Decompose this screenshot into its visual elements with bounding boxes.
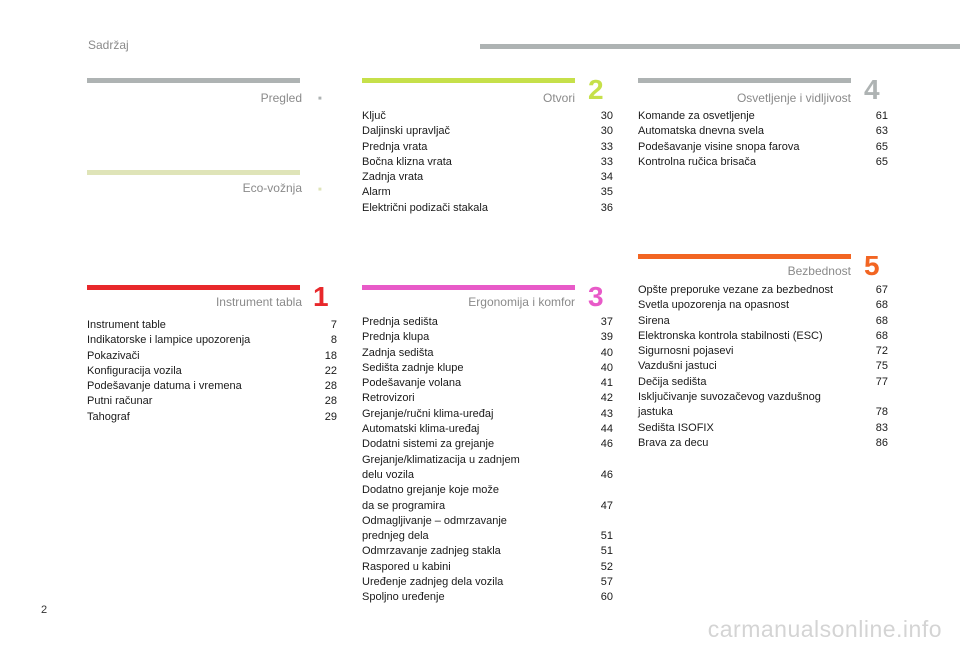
- bezbednost-toc-entry[interactable]: [638, 298, 888, 313]
- ergonomija-toc-entry[interactable]: [362, 575, 613, 590]
- toc-entry-label: Automatska dnevna svela: [638, 125, 764, 138]
- toc-entry-page: 41: [600, 377, 613, 390]
- bezbednost-toc-entry[interactable]: [638, 314, 888, 329]
- bezbednost-toc-entry[interactable]: [638, 390, 888, 421]
- ergonomija-number: 3: [588, 281, 604, 312]
- toc-entry-page: 46: [600, 468, 613, 481]
- instrument-toc-entry[interactable]: [87, 410, 337, 425]
- toc-entry-label: Dodatni sistemi za grejanje: [362, 438, 495, 451]
- page-header-title: Sadržaj: [88, 38, 129, 52]
- toc-entry-page: 68: [875, 314, 888, 327]
- toc-entry-label: Tahograf: [87, 410, 130, 423]
- osvetljenje-toc-entry[interactable]: [638, 109, 888, 124]
- toc-entry-page: 7: [330, 319, 337, 331]
- toc-entry-page: 44: [600, 423, 613, 436]
- toc-entry-page: 60: [600, 591, 613, 604]
- toc-entry-label: Sedišta zadnje klupe: [362, 361, 464, 374]
- ergonomija-toc-entry[interactable]: [362, 483, 613, 514]
- toc-entry-label: Opšte preporuke vezane za bezbednost: [638, 284, 834, 296]
- bezbednost-toc-entry[interactable]: [638, 359, 888, 374]
- toc-entry-page: 33: [600, 140, 613, 153]
- toc-entry-page: 65: [875, 140, 888, 153]
- toc-entry-label: Pokazivači: [87, 349, 140, 362]
- toc-entry-page: 77: [875, 375, 888, 388]
- ergonomija-toc-entry[interactable]: [362, 453, 613, 484]
- toc-entry-label: Grejanje/ručni klima-uređaj: [362, 407, 494, 420]
- instrument-toc: [87, 318, 337, 425]
- bezbednost-toc-entry[interactable]: [638, 375, 888, 390]
- eco-title[interactable]: Eco-vožnja: [242, 181, 302, 195]
- toc-entry-label: Svetla upozorenja na opasnost: [638, 299, 790, 312]
- bezbednost-toc: [638, 283, 888, 451]
- toc-entry-page: 52: [600, 560, 613, 573]
- toc-entry-label: Dečija sedišta: [638, 375, 707, 388]
- osvetljenje-number: 4: [864, 74, 880, 105]
- bezbednost-toc-entry[interactable]: [638, 421, 888, 436]
- toc-entry-label: Retrovizori: [362, 392, 415, 405]
- toc-entry-page: 78: [875, 406, 888, 419]
- ergonomija-toc-entry[interactable]: [362, 407, 613, 422]
- bezbednost-toc-entry[interactable]: [638, 436, 888, 451]
- toc-entry-page: 28: [324, 380, 337, 393]
- ergonomija-toc-entry[interactable]: [362, 514, 613, 545]
- toc-entry-label: Indikatorske i lampice upozorenja: [87, 334, 251, 347]
- toc-entry-page: 51: [600, 545, 613, 558]
- toc-entry-label: Vazdušni jastuci: [638, 360, 717, 373]
- ergonomija-toc-entry[interactable]: [362, 590, 613, 605]
- toc-entry-label: Prednja klupa: [362, 331, 430, 344]
- ergonomija-toc-entry[interactable]: [362, 346, 613, 361]
- toc-entry-label: Prednja vrata: [362, 140, 428, 153]
- toc-entry-label: Bočna klizna vrata: [362, 155, 452, 168]
- toc-entry-page: 30: [600, 110, 613, 122]
- otvori-toc-entry[interactable]: [362, 140, 613, 155]
- toc-entry-label: Odmagljivanje – odmrzavanje prednjeg dela: [362, 514, 507, 543]
- instrument-toc-entry[interactable]: [87, 349, 337, 364]
- ergonomija-toc-entry[interactable]: [362, 544, 613, 559]
- toc-entry-label: Sedišta ISOFIX: [638, 421, 714, 434]
- toc-entry-label: Prednja sedišta: [362, 316, 438, 328]
- toc-entry-label: Putni računar: [87, 395, 153, 408]
- toc-entry-label: Instrument table: [87, 319, 166, 331]
- toc-entry-page: 28: [324, 395, 337, 408]
- toc-entry-page: 68: [875, 329, 888, 342]
- toc-entry-label: Spoljno uređenje: [362, 591, 445, 604]
- osvetljenje-toc: [638, 109, 888, 170]
- toc-entry-label: Sigurnosni pojasevi: [638, 345, 734, 358]
- toc-entry-page: 37: [600, 316, 613, 328]
- toc-entry-label: Sirena: [638, 314, 670, 327]
- toc-entry-page: 51: [600, 530, 613, 543]
- otvori-bar: [362, 78, 575, 83]
- ergonomija-toc-entry[interactable]: [362, 422, 613, 437]
- toc-entry-label: Brava za decu: [638, 436, 709, 449]
- page-number: 2: [41, 604, 48, 616]
- otvori-toc: [362, 109, 613, 216]
- toc-entry-label: Raspored u kabini: [362, 560, 451, 573]
- ergonomija-toc-entry[interactable]: [362, 391, 613, 406]
- toc-entry-label: Podešavanje visine snopa farova: [638, 140, 800, 153]
- bezbednost-toc-entry[interactable]: [638, 344, 888, 359]
- ergonomija-toc-entry[interactable]: [362, 315, 613, 330]
- toc-entry-label: Podešavanje volana: [362, 377, 462, 390]
- ergonomija-toc-entry[interactable]: [362, 437, 613, 452]
- ergonomija-toc-entry[interactable]: [362, 376, 613, 391]
- otvori-title[interactable]: Otvori: [542, 91, 575, 105]
- ergonomija-title[interactable]: Ergonomija i komfor: [468, 295, 575, 309]
- toc-entry-page: 40: [600, 361, 613, 374]
- osvetljenje-toc-entry[interactable]: [638, 140, 888, 155]
- toc-entry-page: 42: [600, 392, 613, 405]
- instrument-toc-entry[interactable]: [87, 394, 337, 409]
- bezbednost-bar: [638, 254, 851, 259]
- toc-entry-label: Automatski klima-uređaj: [362, 423, 480, 436]
- toc-entry-label: Isključivanje suvozačevog vazdušnog jastuka: [638, 391, 821, 419]
- toc-entry-page: 68: [875, 299, 888, 312]
- toc-entry-label: Dodatno grejanje koje može da se programira: [362, 484, 499, 512]
- toc-entry-page: 33: [600, 155, 613, 168]
- toc-entry-label: Alarm: [362, 186, 391, 199]
- toc-entry-page: 39: [600, 331, 613, 344]
- toc-entry-label: Podešavanje datuma i vremena: [87, 380, 242, 393]
- instrument-bar: [87, 285, 300, 290]
- toc-entry-page: 67: [875, 284, 888, 296]
- toc-entry-page: 40: [600, 346, 613, 359]
- pregled-bar: [87, 78, 300, 83]
- otvori-toc-entry[interactable]: [362, 124, 613, 139]
- eco-bar: [87, 170, 300, 175]
- toc-entry-label: Kontrolna ručica brisača: [638, 155, 757, 168]
- osvetljenje-title[interactable]: Osvetljenje i vidljivost: [736, 91, 851, 105]
- toc-entry-page: 43: [600, 407, 613, 420]
- otvori-number: 2: [588, 74, 604, 105]
- toc-entry-label: Ključ: [362, 110, 386, 122]
- otvori-toc-entry[interactable]: [362, 109, 613, 124]
- toc-entry-page: 61: [875, 110, 888, 122]
- toc-entry-page: 30: [600, 125, 613, 138]
- toc-entry-page: 22: [324, 364, 337, 377]
- otvori-toc-entry[interactable]: [362, 201, 613, 216]
- toc-entry-page: 63: [875, 125, 888, 138]
- toc-entry-label: Zadnja vrata: [362, 171, 424, 184]
- ergonomija-toc-entry[interactable]: [362, 361, 613, 376]
- otvori-toc-entry[interactable]: [362, 185, 613, 200]
- instrument-toc-entry[interactable]: [87, 333, 337, 348]
- toc-entry-page: 8: [330, 334, 337, 347]
- toc-entry-page: 35: [600, 186, 613, 199]
- toc-entry-label: Električni podizači stakala: [362, 201, 488, 214]
- osvetljenje-toc-entry[interactable]: [638, 155, 888, 170]
- instrument-title[interactable]: Instrument tabla: [215, 295, 302, 309]
- instrument-toc-entry[interactable]: [87, 379, 337, 394]
- toc-entry-page: 18: [324, 349, 337, 362]
- toc-entry-label: Komande za osvetljenje: [638, 110, 755, 122]
- toc-entry-label: Uređenje zadnjeg dela vozila: [362, 576, 504, 589]
- toc-entry-page: 47: [600, 499, 613, 512]
- pregled-title[interactable]: Pregled: [260, 91, 302, 105]
- instrument-toc-entry[interactable]: [87, 318, 337, 333]
- osvetljenje-bar: [638, 78, 851, 83]
- toc-entry-page: 36: [600, 201, 613, 214]
- toc-entry-label: Zadnja sedišta: [362, 346, 434, 359]
- ergonomija-toc: [362, 315, 613, 606]
- instrument-toc-entry[interactable]: [87, 364, 337, 379]
- ergonomija-bar: [362, 285, 575, 290]
- instrument-number: 1: [313, 281, 329, 312]
- toc-entry-page: 86: [875, 436, 888, 449]
- toc-entry-page: 46: [600, 438, 613, 451]
- otvori-toc-entry[interactable]: [362, 155, 613, 170]
- bezbednost-title[interactable]: Bezbednost: [787, 264, 851, 278]
- toc-entry-page: 83: [875, 421, 888, 434]
- toc-entry-page: 72: [875, 345, 888, 358]
- bezbednost-number: 5: [864, 250, 880, 281]
- eco-dot: ■: [318, 187, 322, 193]
- toc-entry-page: 57: [600, 576, 613, 589]
- bezbednost-toc-entry[interactable]: [638, 283, 888, 298]
- header-bar: [480, 44, 960, 49]
- otvori-toc-entry[interactable]: [362, 170, 613, 185]
- toc-entry-label: Grejanje/klimatizacija u zadnjem delu vozila: [362, 453, 520, 481]
- osvetljenje-toc-entry[interactable]: [638, 124, 888, 139]
- toc-entry-page: 29: [324, 410, 337, 423]
- toc-entry-label: Elektronska kontrola stabilnosti (ESC): [638, 329, 823, 342]
- pregled-dot: ■: [318, 96, 322, 102]
- bezbednost-toc-entry[interactable]: [638, 329, 888, 344]
- ergonomija-toc-entry[interactable]: [362, 330, 613, 345]
- toc-entry-page: 75: [875, 360, 888, 373]
- toc-entry-label: Daljinski upravljač: [362, 125, 451, 138]
- watermark: carmanualsonline.info: [707, 616, 942, 642]
- toc-entry-page: 34: [600, 171, 613, 184]
- toc-entry-page: 65: [875, 155, 888, 168]
- toc-entry-label: Konfiguracija vozila: [87, 364, 182, 377]
- ergonomija-toc-entry[interactable]: [362, 560, 613, 575]
- toc-entry-label: Odmrzavanje zadnjeg stakla: [362, 545, 501, 558]
